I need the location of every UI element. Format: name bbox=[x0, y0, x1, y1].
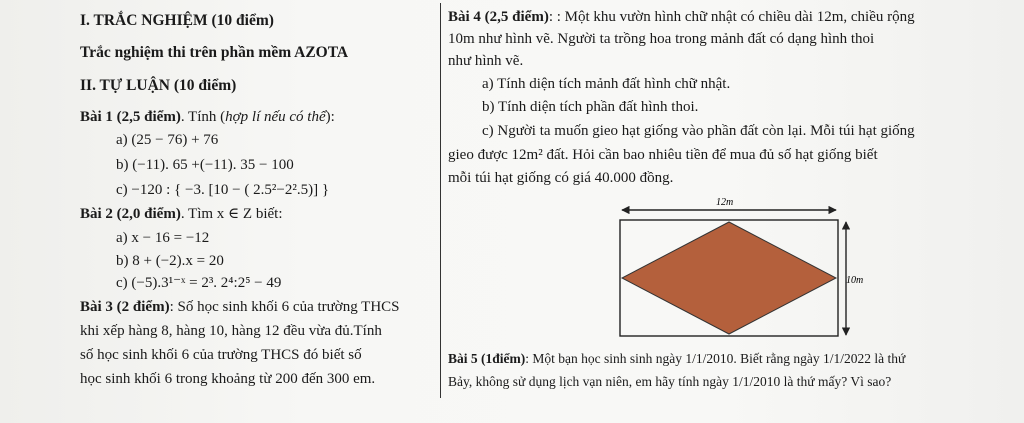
section1-description: Trắc nghiệm thi trên phần mềm AZOTA bbox=[80, 44, 349, 61]
bai2-item-c: c) (−5).3¹⁻ˣ = 2³. 2⁴:2⁵ − 49 bbox=[116, 275, 282, 291]
bai1-item-b: b) (−11). 65 +(−11). 35 − 100 bbox=[116, 157, 294, 173]
bai4-item-a: a) Tính diện tích mảnh đất hình chữ nhật. bbox=[482, 76, 731, 92]
bai1-item-a: a) (25 − 76) + 76 bbox=[116, 132, 219, 148]
bai2-heading bbox=[80, 205, 282, 223]
bai3-line3: số học sinh khối 6 của trường THCS đó biết số bbox=[80, 347, 362, 363]
bai3-line4: học sinh khối 6 trong khoảng từ 200 đến 300 em. bbox=[80, 371, 376, 387]
bai1-note: hợp lí nếu có thể bbox=[225, 109, 326, 125]
bai2-item-a: a) x − 16 = −12 bbox=[116, 230, 210, 246]
bai3-line2: khi xếp hàng 8, hàng 10, hàng 12 đều vừa đủ.Tính bbox=[80, 323, 382, 339]
section2-title: II. TỰ LUẬN (10 điểm) bbox=[80, 77, 237, 94]
bai5-line1 bbox=[448, 350, 905, 368]
length-label: 12m bbox=[716, 197, 734, 208]
bai2-title-rest: . Tìm x ∈ Z biết: bbox=[180, 206, 283, 222]
bai4-line1-rest: : : Một khu vườn hình chữ nhật có chiều dài 12m, chiều rộng bbox=[548, 9, 915, 25]
bai2-item-b: b) 8 + (−2).x = 20 bbox=[116, 253, 224, 269]
bai4-item-c-line3: mỗi túi hạt giống có giá 40.000 đồng. bbox=[448, 170, 674, 186]
section1-title: I. TRẮC NGHIỆM (10 điểm) bbox=[80, 12, 274, 29]
bai1-heading bbox=[80, 108, 335, 126]
width-label: 10m bbox=[846, 275, 864, 286]
bai4-item-c-line2: gieo được 12m² đất. Hỏi cần bao nhiêu tiền để mua đủ số hạt giống biết bbox=[448, 147, 878, 163]
bai5-title: Bài 5 (1điểm) bbox=[448, 351, 526, 366]
bai4-item-c-line1: c) Người ta muốn gieo hạt giống vào phần đất còn lại. Mỗi túi hạt giống bbox=[482, 123, 915, 139]
bai3-title: Bài 3 (2 điểm) bbox=[80, 299, 170, 315]
bai3-line1-rest: : Số học sinh khối 6 của trường THCS bbox=[169, 299, 400, 315]
bai1-title: Bài 1 (2,5 điểm) bbox=[80, 109, 181, 125]
flower-rhombus bbox=[622, 222, 836, 334]
bai5-line2: Bảy, không sử dụng lịch vạn niên, em hãy tính ngày 1/1/2010 là thứ mấy? Vì sao? bbox=[448, 374, 892, 389]
column-divider bbox=[440, 3, 441, 398]
bai1-title-rest: . Tính ( bbox=[180, 109, 226, 125]
bai5-line1-rest: : Một bạn học sinh sinh ngày 1/1/2010. Biết rằng ngày 1/1/2022 là thứ bbox=[525, 351, 906, 366]
bai4-line2: 10m như hình vẽ. Người ta trồng hoa trong mảnh đất có dạng hình thoi bbox=[448, 31, 875, 47]
bai2-title: Bài 2 (2,0 điểm) bbox=[80, 206, 181, 222]
bai4-item-b: b) Tính diện tích phần đất hình thoi. bbox=[482, 99, 699, 115]
bai3-line1 bbox=[80, 298, 400, 316]
bai1-item-c: c) −120 : { −3. [10 − ( 2.5²−2².5)] } bbox=[116, 182, 330, 198]
bai4-line3: như hình vẽ. bbox=[448, 53, 524, 69]
bai4-title: Bài 4 (2,5 điểm) bbox=[448, 9, 549, 25]
bai4-line1 bbox=[448, 8, 915, 26]
garden-figure bbox=[610, 192, 880, 342]
bai1-title-end: ): bbox=[325, 109, 335, 125]
